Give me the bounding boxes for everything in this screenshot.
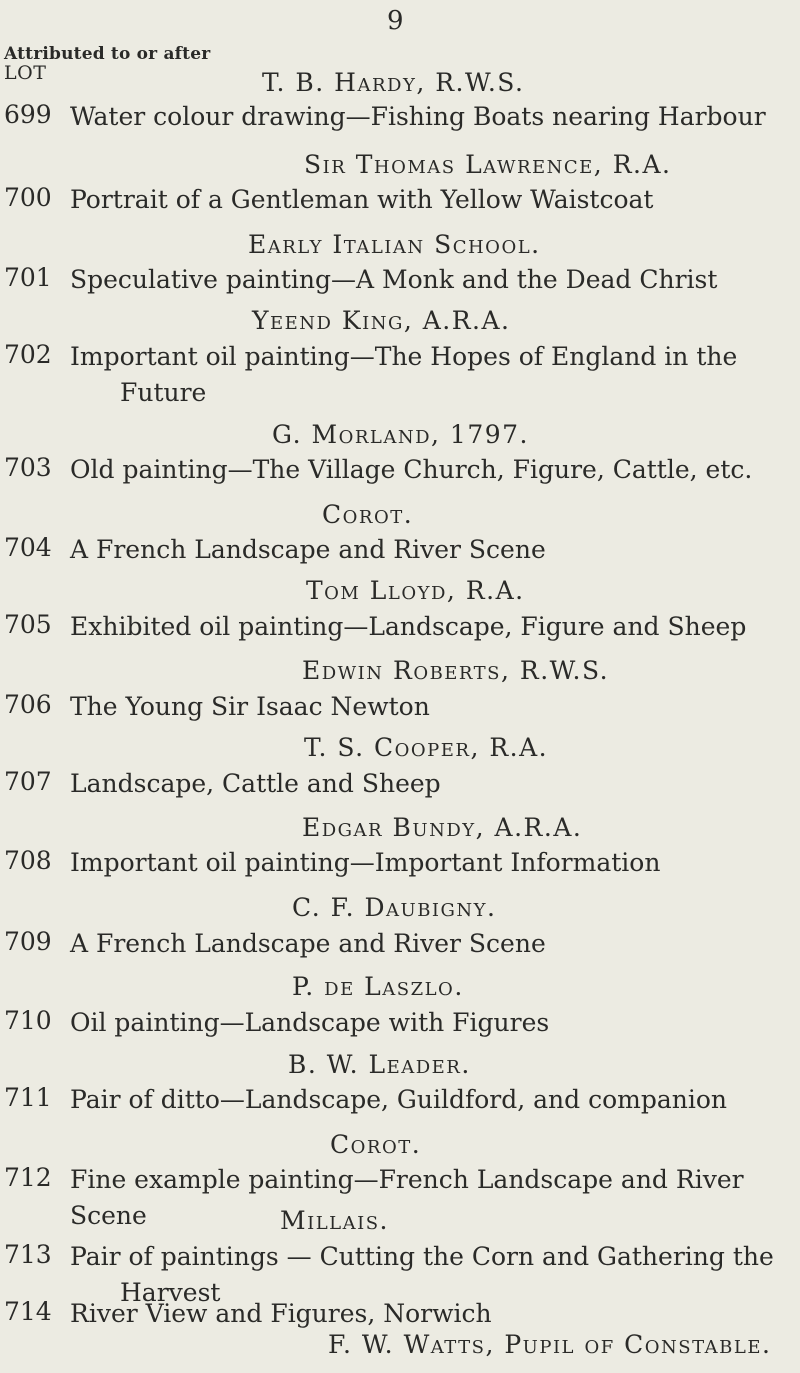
lot-number: 707 [4, 767, 52, 796]
description-continuation: Future [120, 378, 207, 407]
artist-name: P. de Laszlo. [292, 972, 464, 1001]
artist-name: Edwin Roberts, R.W.S. [302, 656, 610, 685]
artist-name: Early Italian School. [248, 230, 541, 259]
lot-description: Landscape, Cattle and Sheep [70, 769, 441, 798]
lot-number: 712 [4, 1163, 52, 1192]
description-line: Important oil painting—The Hopes of England in the [70, 342, 738, 371]
page-number: 9 [387, 6, 404, 36]
lot-number: 709 [4, 927, 52, 956]
lot-description: The Young Sir Isaac Newton [70, 692, 430, 721]
lot-number: 705 [4, 610, 52, 639]
artist-name: T. S. Cooper, R.A. [304, 733, 549, 762]
artist-name: Edgar Bundy, A.R.A. [302, 813, 583, 842]
artist-name: Tom Lloyd, R.A. [306, 576, 525, 605]
section-header: Attributed to or after [4, 44, 211, 64]
lot-number: 699 [4, 100, 52, 129]
artist-name: Yeend King, A.R.A. [252, 306, 511, 335]
lot-number: 714 [4, 1297, 52, 1326]
lot-description: A French Landscape and River Scene [70, 535, 546, 564]
lot-description: Oil painting—Landscape with Figures [70, 1008, 550, 1037]
lot-description: Speculative painting—A Monk and the Dead Christ [70, 265, 718, 294]
lot-number: 713 [4, 1240, 52, 1269]
lot-number: 703 [4, 453, 52, 482]
lot-description [70, 339, 790, 411]
lot-number: 710 [4, 1006, 52, 1035]
artist-name: Corot. [330, 1130, 422, 1159]
artist-name: Corot. [322, 500, 414, 529]
lot-description: Old painting—The Village Church, Figure, Cattle, etc. [70, 455, 753, 484]
artist-name: Sir Thomas Lawrence, R.A. [304, 150, 672, 179]
description-line: Pair of paintings — Cutting the Corn and Gathering the [70, 1242, 774, 1271]
lot-number: 708 [4, 846, 52, 875]
artist-name: G. Morland, 1797. [272, 420, 529, 449]
lot-description: Fine example painting—French Landscape and River Scene [70, 1165, 744, 1230]
lot-number: 704 [4, 533, 52, 562]
artist-name: F. W. Watts, Pupil of Constable. [328, 1330, 772, 1359]
lot-column-label: LOT [4, 62, 47, 84]
description-continuation: Harvest [120, 1278, 221, 1307]
lot-number: 706 [4, 690, 52, 719]
lot-description: Important oil painting—Important Information [70, 848, 661, 877]
lot-description: Pair of ditto—Landscape, Guildford, and companion [70, 1085, 728, 1114]
lot-number: 700 [4, 183, 52, 212]
artist-name: Millais. [280, 1206, 390, 1235]
lot-number: 701 [4, 263, 52, 292]
lot-description: A French Landscape and River Scene [70, 929, 546, 958]
lot-description: Portrait of a Gentleman with Yellow Waistcoat [70, 185, 654, 214]
artist-name: C. F. Daubigny. [292, 893, 497, 922]
lot-description: Exhibited oil painting—Landscape, Figure and Sheep [70, 612, 747, 641]
lot-number: 711 [4, 1083, 52, 1112]
artist-name: T. B. Hardy, R.W.S. [262, 68, 525, 97]
lot-number: 702 [4, 340, 52, 369]
lot-description: River View and Figures, Norwich [70, 1299, 492, 1328]
lot-description: Water colour drawing—Fishing Boats nearing Harbour [70, 102, 766, 131]
artist-name: B. W. Leader. [288, 1050, 471, 1079]
